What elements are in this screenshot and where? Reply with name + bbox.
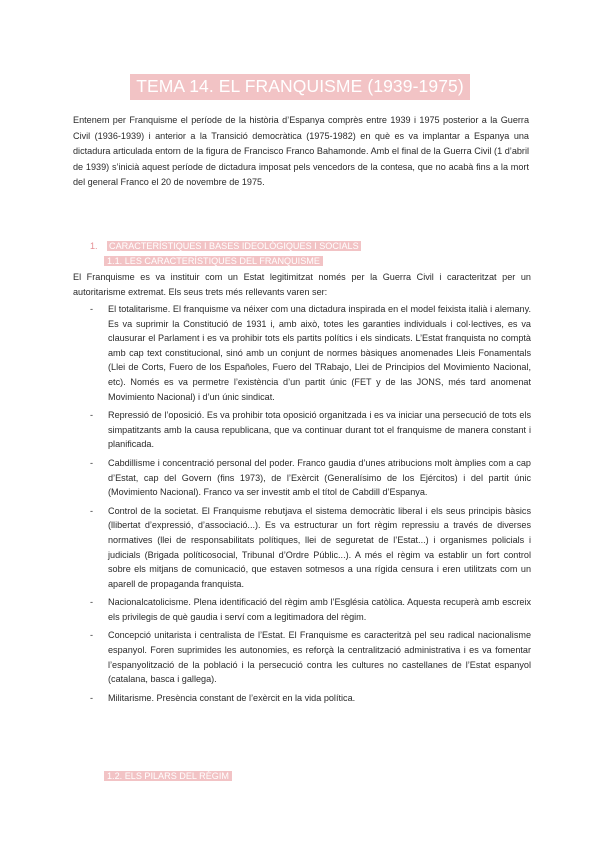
- list-item: [73, 302, 531, 404]
- bullet-dash: -: [90, 410, 94, 421]
- subsection-1-1-paragraph: El Franquisme es va instituir com un Estat legitimitzat només per la Guerra Civil i caracteritzat per un autoritarisme extremat. Els seus trets més rellevants varen ser:: [73, 272, 531, 297]
- list-item-text: Cabdillisme i concentració personal del poder. Franco gaudia d’unes atribucions molt àmplies com a cap d’Estat, cap del Govern (fins 1973), de l’Exèrcit (Generalísimo de los Ejércitos) i del partit únic (Movimiento Nacional). Franco va ser investit amb el títol de Cabdill d’Espanya.: [108, 457, 531, 498]
- bullet-dash: -: [90, 692, 94, 703]
- list-item-text: Militarisme. Presència constant de l’exèrcit en la vida política.: [108, 692, 356, 703]
- title-wrap: [0, 74, 600, 100]
- section-1-title: CARACTERÍSTIQUES I BASES IDEOLÒGIQUES I SOCIALS: [109, 241, 359, 251]
- subsection-1-2-title: 1.2. ELS PILARS DEL RÈGIM: [104, 771, 232, 781]
- bullet-dash: -: [90, 304, 94, 314]
- intro-paragraph: Entenem per Franquisme el període de la història d’Espanya comprès entre 1939 i 1975 posterior a la Guerra Civil (1936-1939) i anterior a la Transició democràtica (1975-1982) en què es va implantar a Espanya una dictadura articulada entorn de la figura de Francisco Franco Bahamonde. Amb el final de la Guerra Civil (1 d’abril de 1939) s’inicià aquest període de dictadura imposat pels vencedors de la contesa, que no acabà fins a la mort del general Franco el 20 de novembre de 1975.: [73, 115, 529, 188]
- page-title: TEMA 14. EL FRANQUISME (1939-1975): [130, 74, 470, 100]
- list-item-text: Repressió de l’oposició. Es va prohibir tota oposició organitzada i es va iniciar una persecució de tots els simpatitzants amb la causa republicana, que va continuar durant tot el franquisme de manera constant i planificada.: [108, 410, 531, 450]
- subsection-1-2-heading: [104, 770, 232, 782]
- section-1-heading: [90, 240, 361, 252]
- subsection-1-1-heading: [104, 255, 323, 267]
- bullet-dash: -: [90, 630, 94, 641]
- bullet-dash: -: [90, 597, 94, 608]
- list-item: [73, 595, 531, 624]
- list-item: [73, 691, 531, 706]
- list-item-text: El totalitarisme. El franquisme va néixer com una dictadura inspirada en el model feixista italià i alemany. Es va suprimir la Constitució de 1931 i, amb això, totes les garanties individuals i col·lectives, es va clausurar el Parlament i es va prohibir tots els partits polítics i els sindicats. L’Estat franquista no comptà amb cap text constitucional, sinó amb un conjunt de normes bàsiques anomenades Lleis Fonamentals (Llei de Corts, Fuero de los Españoles, Fuero del TRabajo, Llei de Principios del Movimiento Nacional, etc). Només es va permetre l’existència d’un partit únic (FET y de las JONS, més tard anomenat Movimiento Nacional) i d’un únic sindicat.: [108, 304, 531, 402]
- list-item: [73, 504, 531, 592]
- list-item: [73, 456, 531, 500]
- subsection-1-1-title: 1.1. LES CARACTERÍSTIQUES DEL FRANQUISME: [104, 256, 323, 266]
- list-item-text: Concepció unitarista i centralista de l’Estat. El Franquisme es caracteritzà pel seu radical nacionalisme espanyol. Foren suprimides les autonomies, es reforçà la centralització administrativa i es va fomentar l’espanyolització de la població i la persecució contra les cultures no castellanes de l’Estat espanyol (catalana, basca i gallega).: [108, 630, 531, 685]
- list-item: [73, 628, 531, 686]
- list-item: [73, 408, 531, 452]
- bullet-dash: -: [90, 505, 94, 516]
- characteristics-list: [73, 302, 531, 709]
- section-1-number: 1.: [90, 241, 98, 251]
- list-item-text: Nacionalcatolicisme. Plena identificació del règim amb l’Església catòlica. Aquesta recuperà amb escreix els privilegis de què gaudia i serví com a legitimadora del règim.: [108, 597, 531, 622]
- bullet-dash: -: [90, 457, 94, 468]
- list-item-text: Control de la societat. El Franquisme rebutjava el sistema democràtic liberal i els seus principis bàsics (llibertat d’expressió, d’associació...). Es va estructurar un fort règim repressiu a través de diverses normatives (llei de responsabilitats polítiques, llei de seguretat de l’Estat...) i organismes policials i judicials (Brigada políticosocial, Tribunal d’Ordre Públic...). A més el règim va establir un fort control sobre els mitjans de comunicació, que estaven sotmesos a una rígida censura i eren utilitzats com un aparell de propaganda franquista.: [108, 505, 531, 589]
